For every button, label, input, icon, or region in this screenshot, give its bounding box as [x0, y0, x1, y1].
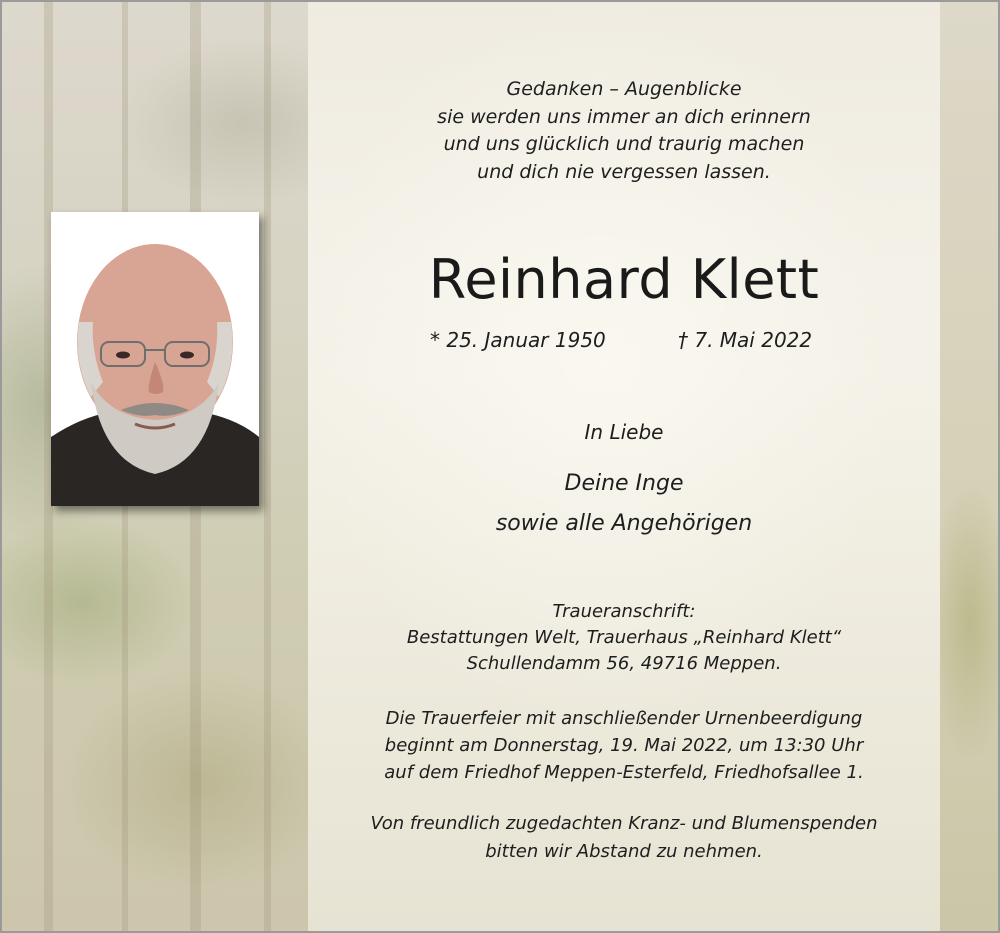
poem-line: sie werden uns immer an dich erinnern	[437, 105, 811, 128]
donation-note	[308, 810, 940, 866]
address-line: Bestattungen Welt, Trauerhaus „Reinhard Klett“	[406, 627, 842, 648]
poem	[308, 76, 940, 186]
donation-line: Von freundlich zugedachten Kranz- und Blumenspenden	[370, 813, 878, 834]
poem-line: und uns glücklich und traurig machen	[443, 133, 805, 155]
ceremony-info	[308, 705, 940, 786]
mourners	[308, 464, 940, 544]
poem-line: Gedanken – Augenblicke	[506, 78, 742, 100]
death-date: † 7. Mai 2022	[678, 328, 813, 352]
ceremony-line: Die Trauerfeier mit anschließender Urnenbeerdigung	[385, 708, 863, 729]
ceremony-line: beginnt am Donnerstag, 19. Mai 2022, um 13:30 Uhr	[384, 735, 864, 756]
forest-background-right	[940, 2, 998, 931]
mourner-line: Deine Inge	[564, 471, 684, 496]
mourners-intro: In Liebe	[584, 420, 664, 444]
birth-date: * 25. Januar 1950	[430, 328, 606, 352]
mourner-line: sowie alle Angehörigen	[495, 511, 753, 536]
mourning-address	[308, 599, 940, 677]
address-line: Schullendamm 56, 49716 Meppen.	[466, 653, 782, 674]
portrait-photo	[51, 212, 259, 506]
address-line: Traueranschrift:	[552, 601, 696, 622]
tree-trunk	[264, 2, 271, 931]
portrait-image	[51, 212, 259, 506]
ceremony-line: auf dem Friedhof Meppen-Esterfeld, Friedhofsallee 1.	[384, 762, 864, 783]
donation-line: bitten wir Abstand zu nehmen.	[485, 841, 763, 862]
poem-line: und dich nie vergessen lassen.	[477, 160, 771, 183]
deceased-name: Reinhard Klett	[428, 248, 820, 311]
